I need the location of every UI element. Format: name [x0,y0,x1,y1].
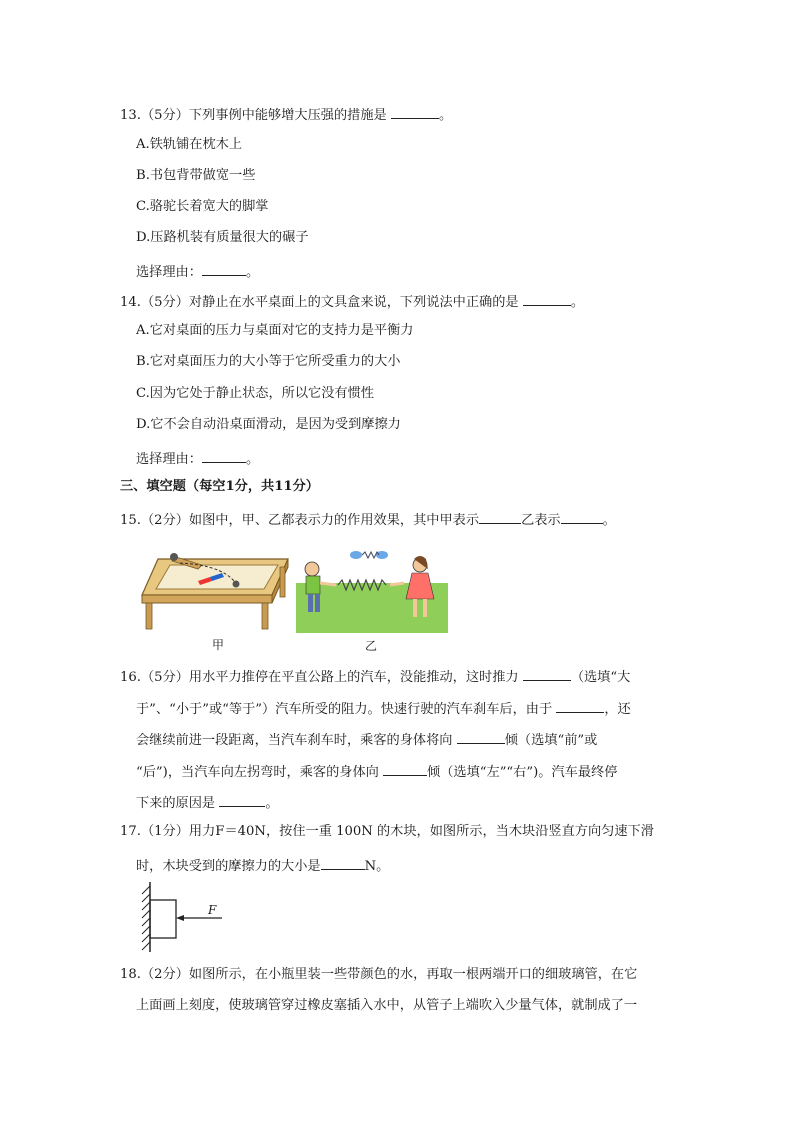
q13-stem: 13.（5分）下列事例中能够增大压强的措施是 。 [120,104,452,125]
q14-option-a: A.它对桌面的压力与桌面对它的支持力是平衡力 [136,323,414,338]
block-icon [150,900,176,938]
q13-option-c: C.骆驼长着宽大的脚掌 [136,199,269,214]
q16-blank-1[interactable] [523,666,571,681]
q16-blank-2[interactable] [556,698,604,713]
q18-line-1: 18.（2分）如图所示，在小瓶里装一些带颜色的水，再取一根两端开口的细玻璃管，在它 [120,967,638,982]
q13-answer-blank[interactable] [391,104,439,119]
q14-option-c: C.因为它处于静止状态，所以它没有惯性 [136,386,374,401]
q14-option-d: D.它不会自动沿桌面滑动，是因为受到摩擦力 [136,417,401,432]
q13-reason-blank[interactable] [202,261,246,276]
q16-line-1: 16.（5分）用水平力推停在平直公路上的汽车，没能推动，这时推力 （选填“大 [120,666,630,687]
q15-stem: 15.（2分）如图中，甲、乙都表示力的作用效果，其中甲表示 乙表示 。 [120,509,616,530]
ball-start-icon [170,553,178,561]
label-yi: 乙 [365,639,378,653]
label-jia: 甲 [212,638,225,652]
q13-option-a: A.铁轨铺在枕木上 [136,137,243,152]
q16-line-2: 于”、“小于”或“等于”）汽车所受的阻力。快速行驶的汽车刹车后，由于 ，还 [136,698,631,719]
force-label: F [208,903,217,917]
q14-reason: 选择理由： 。 [136,448,259,469]
q15-blank-1[interactable] [479,509,521,524]
q13-reason: 选择理由： 。 [136,261,259,282]
figure-jia-table-magnet [140,545,290,635]
section-title: 三、填空题（每空1分，共11分） [120,479,319,494]
boy-head-icon [305,562,319,576]
q17-blank[interactable] [321,855,365,870]
q16-line-4: “后”)，当汽车向左拐弯时，乘客的身体向 倾（选填“左”“右”)。汽车最终停 [136,761,617,782]
q14-answer-blank[interactable] [523,291,571,306]
q15-blank-2[interactable] [561,509,603,524]
q14-stem: 14.（5分）对静止在水平桌面上的文具盒来说，下列说法中正确的是 。 [120,291,584,312]
q17-line-1: 17.（1分）用力F＝40N，按住一重 100N 的木块，如图所示，当木块沿竖直方向匀速下滑 [120,824,654,839]
figure-yi-kids-spring [296,543,448,633]
q13-option-b: B.书包背带做宽一些 [136,168,256,183]
q16-blank-4[interactable] [383,761,427,776]
ball-end-icon [233,581,240,588]
q16-blank-3[interactable] [457,729,505,744]
q18-line-2: 上面画上刻度，使玻璃管穿过橡皮塞插入水中，从管子上端吹入少量气体，就制成了一 [136,998,638,1013]
q14-option-b: B.它对桌面压力的大小等于它所受重力的大小 [136,354,401,369]
spring-before-icon [350,551,362,559]
q16-line-5: 下来的原因是 。 [136,792,279,813]
q13-option-d: D.压路机装有质量很大的碾子 [136,230,309,245]
q16-line-3: 会继续前进一段距离，当汽车刹车时，乘客的身体将向 倾（选填“前”或 [136,729,597,750]
figure-wall-block [136,880,232,954]
q16-blank-5[interactable] [219,792,265,807]
q17-line-2: 时，木块受到的摩擦力的大小是 N。 [136,855,389,876]
q14-reason-blank[interactable] [202,448,246,463]
